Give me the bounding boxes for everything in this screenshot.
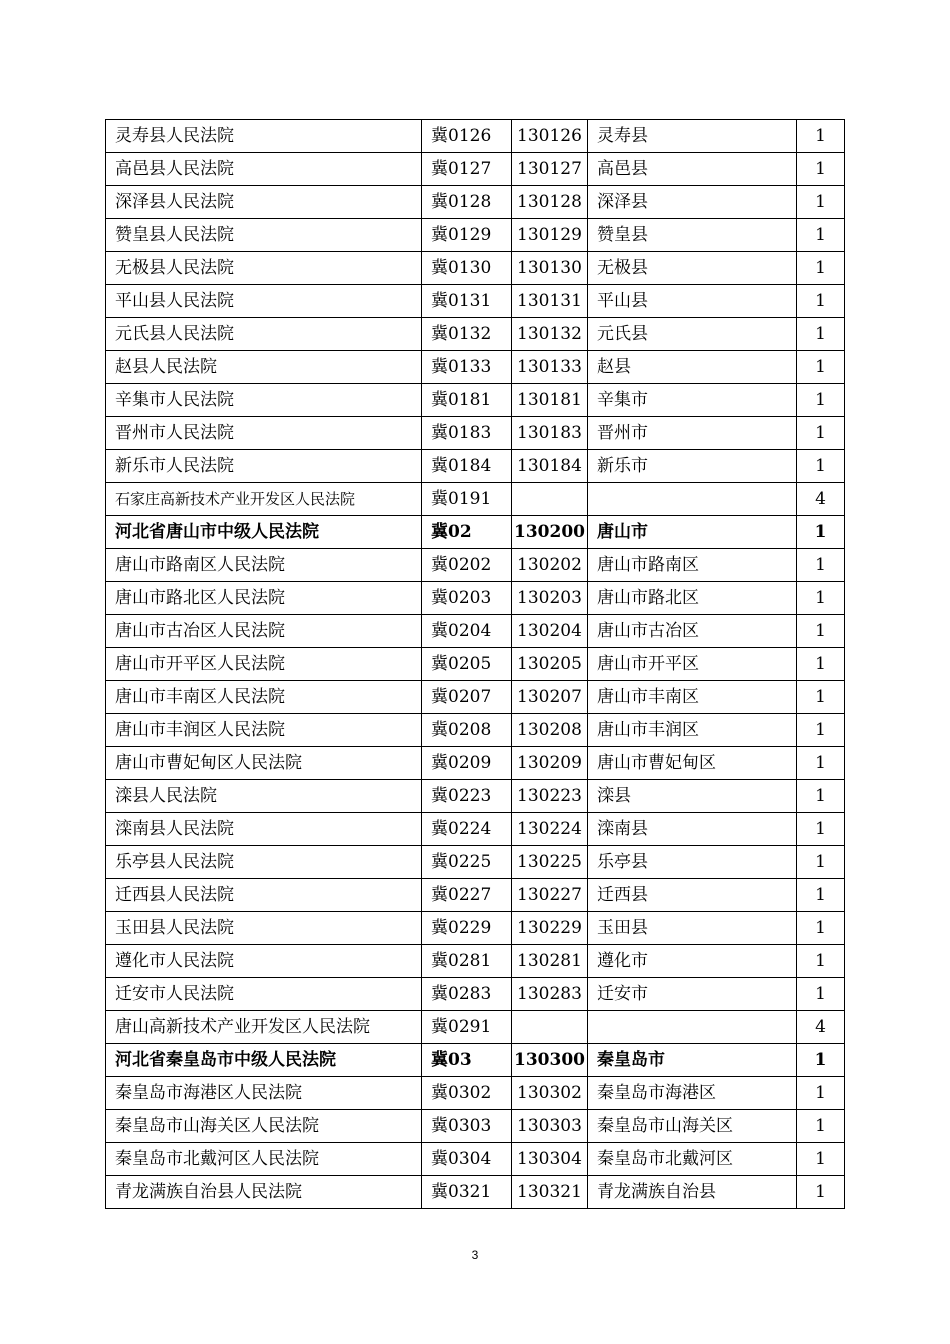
region-cell: 迁西县 bbox=[588, 879, 797, 912]
court-code-cell: 冀0208 bbox=[422, 714, 512, 747]
court-code-cell: 冀0202 bbox=[422, 549, 512, 582]
level-cell: 1 bbox=[797, 912, 845, 945]
region-cell: 乐亭县 bbox=[588, 846, 797, 879]
region-cell: 赞皇县 bbox=[588, 219, 797, 252]
level-cell: 1 bbox=[797, 153, 845, 186]
region-cell: 玉田县 bbox=[588, 912, 797, 945]
admin-code-cell: 130205 bbox=[512, 648, 588, 681]
level-cell: 1 bbox=[797, 1044, 845, 1077]
admin-code-cell: 130132 bbox=[512, 318, 588, 351]
region-cell: 无极县 bbox=[588, 252, 797, 285]
region-cell: 唐山市古冶区 bbox=[588, 615, 797, 648]
court-name-cell: 无极县人民法院 bbox=[106, 252, 422, 285]
level-cell: 1 bbox=[797, 120, 845, 153]
page-number: 3 bbox=[471, 1248, 479, 1262]
court-code-cell: 冀0131 bbox=[422, 285, 512, 318]
table-row bbox=[106, 846, 845, 879]
level-cell: 1 bbox=[797, 615, 845, 648]
court-code-cell: 冀0229 bbox=[422, 912, 512, 945]
court-code-cell: 冀0227 bbox=[422, 879, 512, 912]
admin-code-cell: 130128 bbox=[512, 186, 588, 219]
admin-code-cell: 130183 bbox=[512, 417, 588, 450]
court-name-cell: 赵县人民法院 bbox=[106, 351, 422, 384]
region-cell: 深泽县 bbox=[588, 186, 797, 219]
admin-code-cell: 130204 bbox=[512, 615, 588, 648]
court-name-cell: 秦皇岛市海港区人民法院 bbox=[106, 1077, 422, 1110]
court-code-cell: 冀0283 bbox=[422, 978, 512, 1011]
admin-code-cell: 130302 bbox=[512, 1077, 588, 1110]
admin-code-cell: 130283 bbox=[512, 978, 588, 1011]
court-name-cell: 新乐市人民法院 bbox=[106, 450, 422, 483]
table-row bbox=[106, 780, 845, 813]
level-cell: 1 bbox=[797, 285, 845, 318]
admin-code-cell: 130225 bbox=[512, 846, 588, 879]
court-name-cell: 唐山市古冶区人民法院 bbox=[106, 615, 422, 648]
level-cell: 1 bbox=[797, 1176, 845, 1209]
court-name-cell: 深泽县人民法院 bbox=[106, 186, 422, 219]
admin-code-cell bbox=[512, 483, 588, 516]
table-row bbox=[106, 120, 845, 153]
region-cell: 秦皇岛市海港区 bbox=[588, 1077, 797, 1110]
table-row bbox=[106, 813, 845, 846]
table-row bbox=[106, 285, 845, 318]
level-cell: 1 bbox=[797, 252, 845, 285]
table-row bbox=[106, 516, 845, 549]
region-cell: 灵寿县 bbox=[588, 120, 797, 153]
admin-code-cell: 130130 bbox=[512, 252, 588, 285]
region-cell: 新乐市 bbox=[588, 450, 797, 483]
table-row bbox=[106, 549, 845, 582]
level-cell: 1 bbox=[797, 648, 845, 681]
court-name-cell: 唐山市丰润区人民法院 bbox=[106, 714, 422, 747]
table-row bbox=[106, 1011, 845, 1044]
admin-code-cell: 130208 bbox=[512, 714, 588, 747]
table-row bbox=[106, 879, 845, 912]
region-cell: 赵县 bbox=[588, 351, 797, 384]
court-name-cell: 遵化市人民法院 bbox=[106, 945, 422, 978]
court-code-table bbox=[105, 119, 845, 1209]
court-code-cell: 冀0132 bbox=[422, 318, 512, 351]
table-row bbox=[106, 1110, 845, 1143]
region-cell: 遵化市 bbox=[588, 945, 797, 978]
table-row bbox=[106, 1176, 845, 1209]
table-row bbox=[106, 318, 845, 351]
court-name-cell: 河北省唐山市中级人民法院 bbox=[106, 516, 422, 549]
region-cell: 唐山市路南区 bbox=[588, 549, 797, 582]
court-code-cell: 冀0191 bbox=[422, 483, 512, 516]
court-name-cell: 灵寿县人民法院 bbox=[106, 120, 422, 153]
table-row bbox=[106, 1077, 845, 1110]
region-cell: 平山县 bbox=[588, 285, 797, 318]
table-row bbox=[106, 153, 845, 186]
court-name-cell: 滦南县人民法院 bbox=[106, 813, 422, 846]
court-name-cell: 秦皇岛市北戴河区人民法院 bbox=[106, 1143, 422, 1176]
admin-code-cell: 130281 bbox=[512, 945, 588, 978]
region-cell: 唐山市开平区 bbox=[588, 648, 797, 681]
court-code-cell: 冀0224 bbox=[422, 813, 512, 846]
court-code-cell: 冀0207 bbox=[422, 681, 512, 714]
admin-code-cell: 130184 bbox=[512, 450, 588, 483]
table-row bbox=[106, 384, 845, 417]
region-cell: 秦皇岛市北戴河区 bbox=[588, 1143, 797, 1176]
court-code-cell: 冀0321 bbox=[422, 1176, 512, 1209]
court-name-cell: 唐山市路南区人民法院 bbox=[106, 549, 422, 582]
admin-code-cell: 130304 bbox=[512, 1143, 588, 1176]
level-cell: 1 bbox=[797, 879, 845, 912]
level-cell: 1 bbox=[797, 219, 845, 252]
level-cell: 1 bbox=[797, 384, 845, 417]
level-cell: 1 bbox=[797, 1143, 845, 1176]
court-name-cell: 河北省秦皇岛市中级人民法院 bbox=[106, 1044, 422, 1077]
table-row bbox=[106, 648, 845, 681]
region-cell: 元氏县 bbox=[588, 318, 797, 351]
court-code-cell: 冀0130 bbox=[422, 252, 512, 285]
region-cell: 秦皇岛市 bbox=[588, 1044, 797, 1077]
court-code-cell: 冀0127 bbox=[422, 153, 512, 186]
region-cell: 唐山市路北区 bbox=[588, 582, 797, 615]
region-cell bbox=[588, 483, 797, 516]
court-code-cell: 冀0302 bbox=[422, 1077, 512, 1110]
admin-code-cell: 130229 bbox=[512, 912, 588, 945]
admin-code-cell: 130223 bbox=[512, 780, 588, 813]
region-cell: 晋州市 bbox=[588, 417, 797, 450]
level-cell: 1 bbox=[797, 714, 845, 747]
court-name-cell: 平山县人民法院 bbox=[106, 285, 422, 318]
court-name-cell: 辛集市人民法院 bbox=[106, 384, 422, 417]
court-code-cell: 冀0204 bbox=[422, 615, 512, 648]
region-cell: 迁安市 bbox=[588, 978, 797, 1011]
court-code-cell: 冀0303 bbox=[422, 1110, 512, 1143]
court-name-cell: 晋州市人民法院 bbox=[106, 417, 422, 450]
level-cell: 1 bbox=[797, 681, 845, 714]
court-code-cell: 冀0129 bbox=[422, 219, 512, 252]
table-row bbox=[106, 912, 845, 945]
region-cell: 辛集市 bbox=[588, 384, 797, 417]
level-cell: 1 bbox=[797, 582, 845, 615]
table-row bbox=[106, 615, 845, 648]
admin-code-cell: 130200 bbox=[512, 516, 588, 549]
admin-code-cell: 130207 bbox=[512, 681, 588, 714]
admin-code-cell: 130181 bbox=[512, 384, 588, 417]
level-cell: 1 bbox=[797, 1110, 845, 1143]
court-code-cell: 冀0223 bbox=[422, 780, 512, 813]
court-name-cell: 唐山市丰南区人民法院 bbox=[106, 681, 422, 714]
admin-code-cell: 130300 bbox=[512, 1044, 588, 1077]
court-code-cell: 冀0209 bbox=[422, 747, 512, 780]
table-row bbox=[106, 945, 845, 978]
admin-code-cell: 130129 bbox=[512, 219, 588, 252]
court-name-cell: 赞皇县人民法院 bbox=[106, 219, 422, 252]
region-cell: 滦县 bbox=[588, 780, 797, 813]
court-name-cell: 乐亭县人民法院 bbox=[106, 846, 422, 879]
level-cell: 1 bbox=[797, 1077, 845, 1110]
admin-code-cell: 130203 bbox=[512, 582, 588, 615]
table-row bbox=[106, 714, 845, 747]
table-row bbox=[106, 252, 845, 285]
level-cell: 1 bbox=[797, 978, 845, 1011]
court-code-cell: 冀0133 bbox=[422, 351, 512, 384]
table-row bbox=[106, 219, 845, 252]
court-code-cell: 冀0225 bbox=[422, 846, 512, 879]
region-cell: 唐山市丰南区 bbox=[588, 681, 797, 714]
level-cell: 1 bbox=[797, 186, 845, 219]
level-cell: 1 bbox=[797, 351, 845, 384]
admin-code-cell: 130227 bbox=[512, 879, 588, 912]
table-body bbox=[106, 120, 845, 1209]
region-cell: 滦南县 bbox=[588, 813, 797, 846]
admin-code-cell: 130224 bbox=[512, 813, 588, 846]
level-cell: 1 bbox=[797, 549, 845, 582]
court-name-cell: 迁西县人民法院 bbox=[106, 879, 422, 912]
table-row bbox=[106, 747, 845, 780]
court-name-cell: 唐山市开平区人民法院 bbox=[106, 648, 422, 681]
court-name-cell: 秦皇岛市山海关区人民法院 bbox=[106, 1110, 422, 1143]
court-name-cell: 玉田县人民法院 bbox=[106, 912, 422, 945]
admin-code-cell: 130127 bbox=[512, 153, 588, 186]
level-cell: 1 bbox=[797, 945, 845, 978]
level-cell: 4 bbox=[797, 1011, 845, 1044]
court-name-cell: 元氏县人民法院 bbox=[106, 318, 422, 351]
court-name-cell: 高邑县人民法院 bbox=[106, 153, 422, 186]
court-code-cell: 冀0184 bbox=[422, 450, 512, 483]
admin-code-cell: 130202 bbox=[512, 549, 588, 582]
court-name-cell: 唐山市曹妃甸区人民法院 bbox=[106, 747, 422, 780]
table-row bbox=[106, 417, 845, 450]
table-row bbox=[106, 483, 845, 516]
level-cell: 1 bbox=[797, 516, 845, 549]
region-cell bbox=[588, 1011, 797, 1044]
court-name-cell: 滦县人民法院 bbox=[106, 780, 422, 813]
admin-code-cell: 130126 bbox=[512, 120, 588, 153]
table-row bbox=[106, 681, 845, 714]
level-cell: 4 bbox=[797, 483, 845, 516]
court-code-cell: 冀0183 bbox=[422, 417, 512, 450]
region-cell: 唐山市 bbox=[588, 516, 797, 549]
region-cell: 高邑县 bbox=[588, 153, 797, 186]
table-row bbox=[106, 450, 845, 483]
table-row bbox=[106, 582, 845, 615]
admin-code-cell: 130209 bbox=[512, 747, 588, 780]
court-code-cell: 冀0181 bbox=[422, 384, 512, 417]
level-cell: 1 bbox=[797, 780, 845, 813]
region-cell: 唐山市曹妃甸区 bbox=[588, 747, 797, 780]
court-code-cell: 冀0128 bbox=[422, 186, 512, 219]
table-row bbox=[106, 1044, 845, 1077]
admin-code-cell: 130131 bbox=[512, 285, 588, 318]
level-cell: 1 bbox=[797, 417, 845, 450]
court-code-cell: 冀03 bbox=[422, 1044, 512, 1077]
admin-code-cell: 130303 bbox=[512, 1110, 588, 1143]
admin-code-cell: 130133 bbox=[512, 351, 588, 384]
court-name-cell: 唐山高新技术产业开发区人民法院 bbox=[106, 1011, 422, 1044]
region-cell: 秦皇岛市山海关区 bbox=[588, 1110, 797, 1143]
court-code-cell: 冀0291 bbox=[422, 1011, 512, 1044]
court-name-cell: 迁安市人民法院 bbox=[106, 978, 422, 1011]
court-code-cell: 冀0304 bbox=[422, 1143, 512, 1176]
table-row bbox=[106, 1143, 845, 1176]
admin-code-cell: 130321 bbox=[512, 1176, 588, 1209]
court-code-cell: 冀0203 bbox=[422, 582, 512, 615]
table-row bbox=[106, 186, 845, 219]
region-cell: 青龙满族自治县 bbox=[588, 1176, 797, 1209]
level-cell: 1 bbox=[797, 813, 845, 846]
region-cell: 唐山市丰润区 bbox=[588, 714, 797, 747]
court-name-cell: 石家庄高新技术产业开发区人民法院 bbox=[106, 483, 422, 516]
court-code-cell: 冀0126 bbox=[422, 120, 512, 153]
level-cell: 1 bbox=[797, 747, 845, 780]
court-code-cell: 冀02 bbox=[422, 516, 512, 549]
court-code-cell: 冀0205 bbox=[422, 648, 512, 681]
admin-code-cell bbox=[512, 1011, 588, 1044]
level-cell: 1 bbox=[797, 450, 845, 483]
table-row bbox=[106, 351, 845, 384]
court-name-cell: 青龙满族自治县人民法院 bbox=[106, 1176, 422, 1209]
court-name-cell: 唐山市路北区人民法院 bbox=[106, 582, 422, 615]
level-cell: 1 bbox=[797, 318, 845, 351]
level-cell: 1 bbox=[797, 846, 845, 879]
court-code-cell: 冀0281 bbox=[422, 945, 512, 978]
table-row bbox=[106, 978, 845, 1011]
